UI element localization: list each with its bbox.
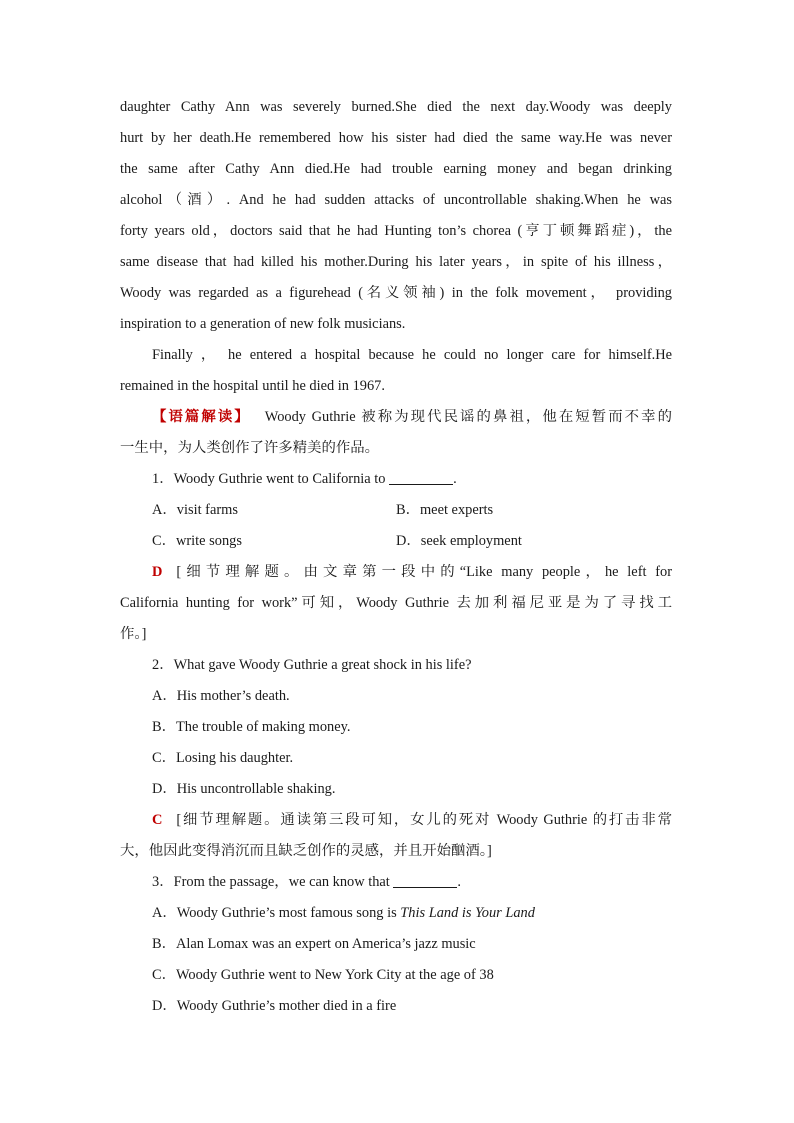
- final-paragraph-line: remained in the hospital until he died in 1967.: [120, 378, 385, 394]
- passage-line: Woody was regarded as a figurehead (名义领袖) in the folk movement， providing: [120, 285, 672, 301]
- explanation-text: [细节理解题。通读第三段可知，女儿的死对 Woody Guthrie 的打击非常: [176, 812, 672, 828]
- question-2-stem: 2．What gave Woody Guthrie a great shock in his life?: [152, 657, 472, 673]
- question-2-explanation: 大，他因此变得消沉而且缺乏创作的灵感，并且开始酗酒。]: [120, 843, 492, 859]
- interpretation-line: 一生中，为人类创作了许多精美的作品。: [120, 440, 380, 456]
- question-1-explanation: 作。]: [120, 626, 147, 642]
- interpretation-line: [120, 402, 672, 433]
- interpretation-text: Woody Guthrie 被称为现代民谣的鼻祖，他在短暂而不幸的: [264, 409, 672, 425]
- answer-letter: D: [152, 564, 163, 580]
- passage-line: alcohol（酒）. And he had sudden attacks of uncontrollable shaking.When he was: [120, 192, 672, 208]
- option-c: C．write songs: [152, 533, 242, 549]
- question-1-stem: [120, 464, 672, 495]
- option-c: C．Losing his daughter.: [152, 750, 294, 766]
- answer-blank: [393, 873, 457, 888]
- passage-line: forty years old，doctors said that he had Hunting ton’s chorea (亨丁顿舞蹈症)，the: [120, 223, 672, 239]
- question-1-explanation: [120, 557, 672, 588]
- question-1-explanation: California hunting for work”可知，Woody Guthrie 去加利福尼亚是为了寻找工: [120, 595, 672, 611]
- option-d: D．His uncontrollable shaking.: [152, 781, 336, 797]
- final-paragraph-line: Finally ， he entered a hospital because he could no longer care for himself.He: [152, 347, 672, 363]
- option-b: B．The trouble of making money.: [152, 719, 351, 735]
- answer-blank: [389, 470, 453, 485]
- question-1-text: 1．Woody Guthrie went to California to: [152, 471, 386, 487]
- option-a: [120, 898, 672, 929]
- passage-line: the same after Cathy Ann died.He had trouble earning money and began drinking: [120, 161, 672, 177]
- question-3-text: 3．From the passage，we can know that: [152, 874, 390, 890]
- passage-line: hurt by her death.He remembered how his sister had died the same way.He was never: [120, 130, 672, 146]
- option-d: D．seek employment: [396, 533, 522, 549]
- question-3-period: .: [457, 874, 462, 890]
- page-content: [120, 92, 672, 1022]
- option-a-text: A．Woody Guthrie’s most famous song is: [152, 905, 397, 921]
- question-2-explanation: [120, 805, 672, 836]
- option-b: B．Alan Lomax was an expert on America’s jazz music: [152, 936, 476, 952]
- question-1-options-row: [120, 495, 672, 526]
- passage-line: inspiration to a generation of new folk musicians.: [120, 316, 406, 332]
- song-title: This Land is Your Land: [400, 905, 535, 921]
- option-b: B．meet experts: [396, 502, 494, 518]
- explanation-text: [细节理解题。由文章第一段中的“Like many people，he left for: [176, 564, 672, 580]
- option-a: A．visit farms: [152, 502, 238, 518]
- question-1-period: .: [453, 471, 457, 487]
- question-1-options-row: [120, 526, 672, 557]
- question-3-stem: [120, 867, 672, 898]
- interpretation-tag: 【语篇解读】: [152, 409, 251, 425]
- option-a: A．His mother’s death.: [152, 688, 290, 704]
- option-c: C．Woody Guthrie went to New York City at the age of 38: [152, 967, 494, 983]
- passage-line: daughter Cathy Ann was severely burned.She died the next day.Woody was deeply: [120, 99, 672, 115]
- answer-letter: C: [152, 812, 163, 828]
- passage-line: same disease that had killed his mother.During his later years，in spite of his illness，: [120, 254, 672, 270]
- option-d: D．Woody Guthrie’s mother died in a fire: [152, 998, 397, 1014]
